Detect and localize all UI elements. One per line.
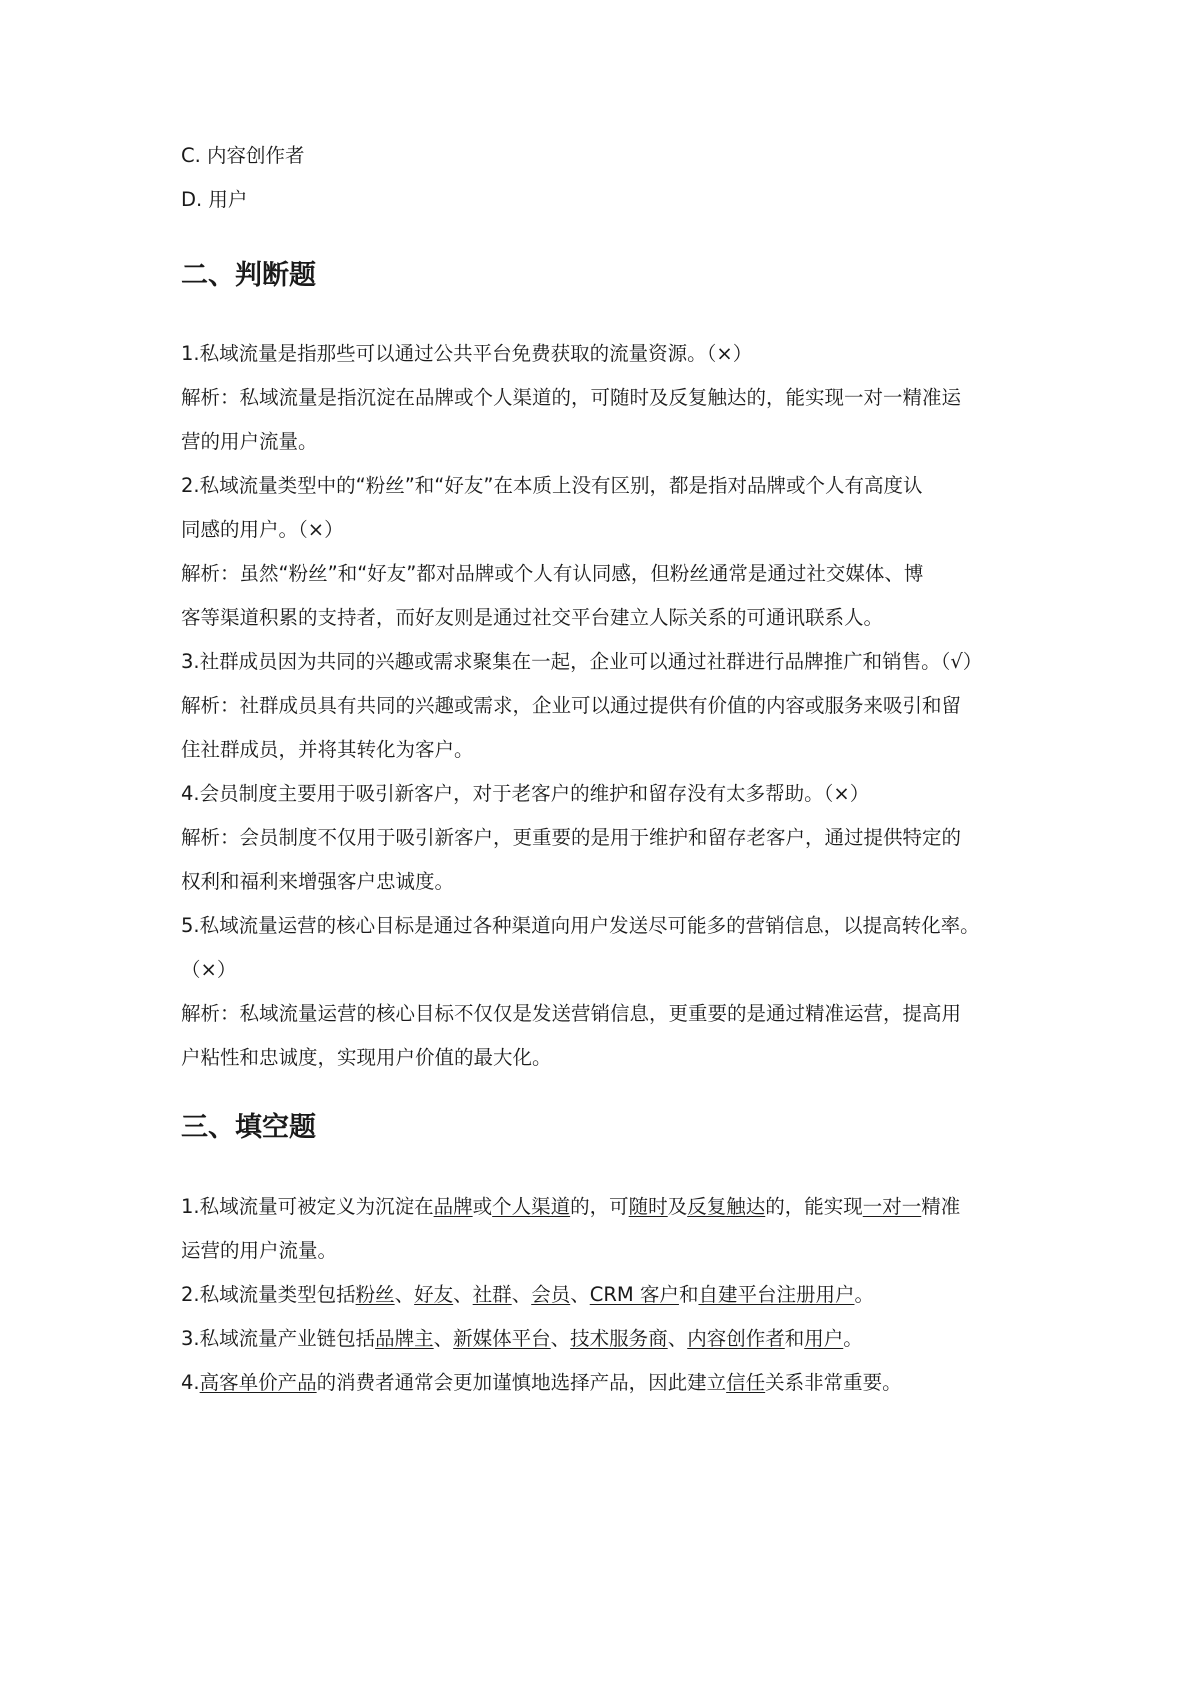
q3-text: 、	[433, 1327, 454, 1350]
fill-blank-q2	[181, 1280, 1041, 1310]
judgement-line: 户粘性和忠诚度，实现用户价值的最大化。	[181, 1046, 552, 1069]
q3-answer: 用户	[804, 1327, 844, 1350]
q4-answer: 信任	[726, 1371, 766, 1394]
q4-text: 关系非常重要。	[765, 1371, 902, 1394]
fill-blank-q1	[181, 1192, 1041, 1222]
judgement-line: 权利和福利来增强客户忠诚度。	[181, 870, 455, 893]
q1-answer: 个人渠道	[492, 1195, 571, 1218]
judgement-line: 1.私域流量是指那些可以通过公共平台免费获取的流量资源。（×）	[181, 342, 753, 365]
fill-blank-q3	[181, 1324, 1041, 1354]
q2-text: 、	[394, 1283, 415, 1306]
q3-answer: 新媒体平台	[453, 1327, 551, 1350]
judgement-line: 3.社群成员因为共同的兴趣或需求聚集在一起，企业可以通过社群进行品牌推广和销售。（√）	[181, 650, 983, 673]
judgement-line: 解析：私域流量是指沉淀在品牌或个人渠道的，可随时及反复触达的，能实现一对一精准运	[181, 386, 962, 409]
q2-answer: 社群	[472, 1283, 512, 1306]
fill-blank-q4	[181, 1368, 1041, 1398]
q4-text: 的消费者通常会更加谨慎地选择产品，因此建立	[316, 1371, 727, 1394]
q2-text: 2.私域流量类型包括	[181, 1283, 356, 1306]
judgement-line: 解析：会员制度不仅用于吸引新客户，更重要的是用于维护和留存老客户，通过提供特定的	[181, 826, 962, 849]
q2-text: 和	[678, 1283, 699, 1306]
q2-answer: 自建平台注册用户	[698, 1283, 855, 1306]
q1-answer: 一对一	[862, 1195, 922, 1218]
judgement-line: 解析：虽然“粉丝”和“好友”都对品牌或个人有认同感，但粉丝通常是通过社交媒体、博	[181, 562, 924, 585]
q1-text: 的，可	[570, 1195, 629, 1218]
judgement-line: 4.会员制度主要用于吸引新客户，对于老客户的维护和留存没有太多帮助。（×）	[181, 782, 870, 805]
q3-text: 和	[784, 1327, 805, 1350]
q4-text: 4.	[181, 1371, 200, 1394]
q4-answer: 高客单价产品	[199, 1371, 317, 1394]
fill-blank-q1-continued: 运营的用户流量。	[181, 1239, 338, 1262]
judgement-line: 解析：社群成员具有共同的兴趣或需求，企业可以通过提供有价值的内容或服务来吸引和留	[181, 694, 962, 717]
q2-answer: 粉丝	[355, 1283, 395, 1306]
q2-text: 、	[570, 1283, 590, 1306]
q3-text: 、	[550, 1327, 571, 1350]
judgement-line: 解析：私域流量运营的核心目标不仅仅是发送营销信息，更重要的是通过精准运营，提高用	[181, 1002, 962, 1025]
q1-text: 的，能实现	[765, 1195, 863, 1218]
q3-text: 。	[843, 1327, 863, 1350]
q2-answer: 好友	[414, 1283, 454, 1306]
q1-text: 精准	[921, 1195, 961, 1218]
judgement-line: 住社群成员，并将其转化为客户。	[181, 738, 474, 761]
q3-text: 3.私域流量产业链包括	[181, 1327, 376, 1350]
option-c: C. 内容创作者	[181, 144, 305, 167]
q3-answer: 技术服务商	[570, 1327, 668, 1350]
section-heading-judgement: 二、判断题	[181, 260, 316, 291]
q1-text: 或	[472, 1195, 493, 1218]
q3-answer: 品牌主	[375, 1327, 434, 1350]
q2-text: 。	[854, 1283, 874, 1306]
option-d: D. 用户	[181, 188, 248, 211]
q1-answer: 反复触达	[687, 1195, 766, 1218]
judgement-line: 客等渠道积累的支持者，而好友则是通过社交平台建立人际关系的可通讯联系人。	[181, 606, 884, 629]
q1-text: 及	[667, 1195, 688, 1218]
q2-text: 、	[453, 1283, 473, 1306]
q2-text: 、	[511, 1283, 532, 1306]
judgement-line: 同感的用户。（×）	[181, 518, 344, 541]
q1-text: 1.私域流量可被定义为沉淀在	[181, 1195, 434, 1218]
judgement-line: 营的用户流量。	[181, 430, 318, 453]
judgement-line: （×）	[181, 958, 237, 981]
q1-answer: 随时	[628, 1195, 668, 1218]
q2-answer: 会员	[531, 1283, 571, 1306]
q3-text: 、	[667, 1327, 688, 1350]
section-heading-fill-blank: 三、填空题	[181, 1112, 316, 1143]
q1-answer: 品牌	[433, 1195, 473, 1218]
q2-answer: CRM 客户	[589, 1283, 679, 1306]
judgement-line: 5.私域流量运营的核心目标是通过各种渠道向用户发送尽可能多的营销信息，以提高转化率。	[181, 914, 980, 937]
q3-answer: 内容创作者	[687, 1327, 785, 1350]
judgement-line: 2.私域流量类型中的“粉丝”和“好友”在本质上没有区别，都是指对品牌或个人有高度认	[181, 474, 923, 497]
